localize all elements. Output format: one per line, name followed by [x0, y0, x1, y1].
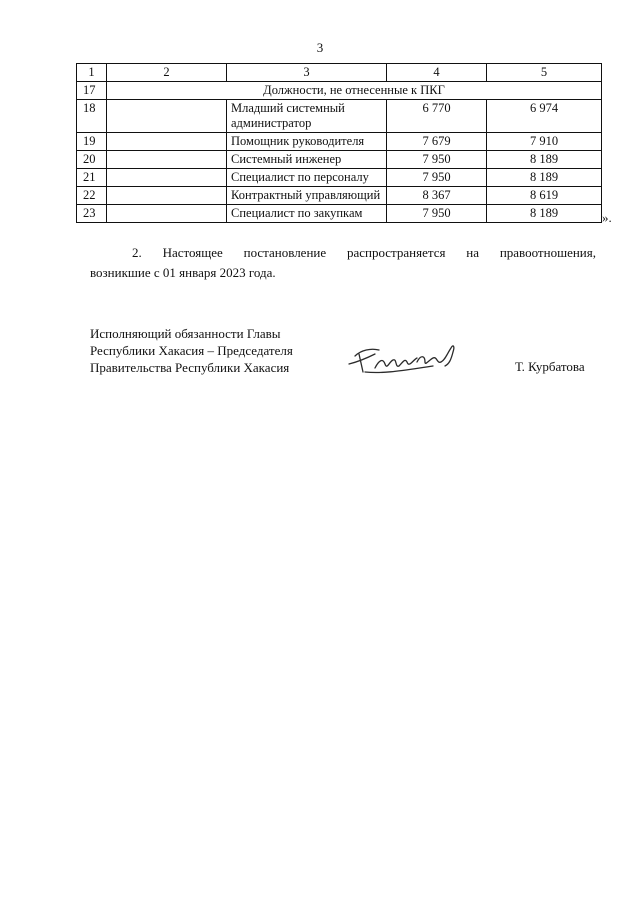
page-number: 3 [316, 40, 324, 55]
row-position: Системный инженер [227, 151, 387, 169]
row-col2 [107, 169, 227, 187]
table-row [77, 187, 602, 205]
row-number: 21 [77, 169, 107, 187]
table-row [77, 100, 602, 133]
row-value-5: 6 974 [487, 100, 602, 133]
row-value-5: 7 910 [487, 133, 602, 151]
row-col2 [107, 187, 227, 205]
signatory-title-line: Республики Хакасия – Председателя [90, 343, 293, 358]
row-value-4: 7 950 [387, 151, 487, 169]
row-col2 [107, 133, 227, 151]
row-position: Помощник руководителя [227, 133, 387, 151]
row-number: 22 [77, 187, 107, 205]
header-cell: 1 [77, 64, 107, 82]
signer-name: Т. Курбатова [515, 359, 585, 374]
row-value-4: 7 950 [387, 205, 487, 223]
row-col2 [107, 151, 227, 169]
salary-table [76, 63, 602, 223]
header-cell: 3 [227, 64, 387, 82]
row-number: 18 [77, 100, 107, 133]
header-cell: 5 [487, 64, 602, 82]
section-title: Должности, не отнесенные к ПКГ [107, 82, 602, 100]
row-position: Младший системный администратор [227, 100, 387, 133]
closing-quote: ». [602, 210, 612, 225]
table-section-row [77, 82, 602, 100]
row-value-5: 8 619 [487, 187, 602, 205]
row-number: 20 [77, 151, 107, 169]
row-position: Специалист по персоналу [227, 169, 387, 187]
handwritten-signature [345, 332, 465, 382]
row-value-4: 6 770 [387, 100, 487, 133]
signatory-title-line: Правительства Республики Хакасия [90, 360, 290, 375]
table-row [77, 133, 602, 151]
row-value-5: 8 189 [487, 169, 602, 187]
row-position: Контрактный управляющий [227, 187, 387, 205]
paragraph-line-2: возникшие с 01 января 2023 года. [90, 265, 276, 280]
row-number: 19 [77, 133, 107, 151]
row-value-4: 8 367 [387, 187, 487, 205]
row-col2 [107, 205, 227, 223]
row-value-4: 7 679 [387, 133, 487, 151]
header-cell: 4 [387, 64, 487, 82]
row-position: Специалист по закупкам [227, 205, 387, 223]
row-col2 [107, 100, 227, 133]
row-value-4: 7 950 [387, 169, 487, 187]
paragraph-effective-date [90, 243, 596, 283]
header-cell: 2 [107, 64, 227, 82]
table-row [77, 151, 602, 169]
table-row [77, 169, 602, 187]
row-number: 17 [77, 82, 107, 100]
signatory-title-line: Исполняющий обязанности Главы [90, 326, 281, 341]
signatory-title [90, 325, 293, 376]
table-row [77, 205, 602, 223]
table-header-row [77, 64, 602, 82]
row-number: 23 [77, 205, 107, 223]
paragraph-line-1: 2. Настоящее постановление распространяется на правоотношения, [132, 245, 596, 260]
row-value-5: 8 189 [487, 151, 602, 169]
row-value-5: 8 189 [487, 205, 602, 223]
